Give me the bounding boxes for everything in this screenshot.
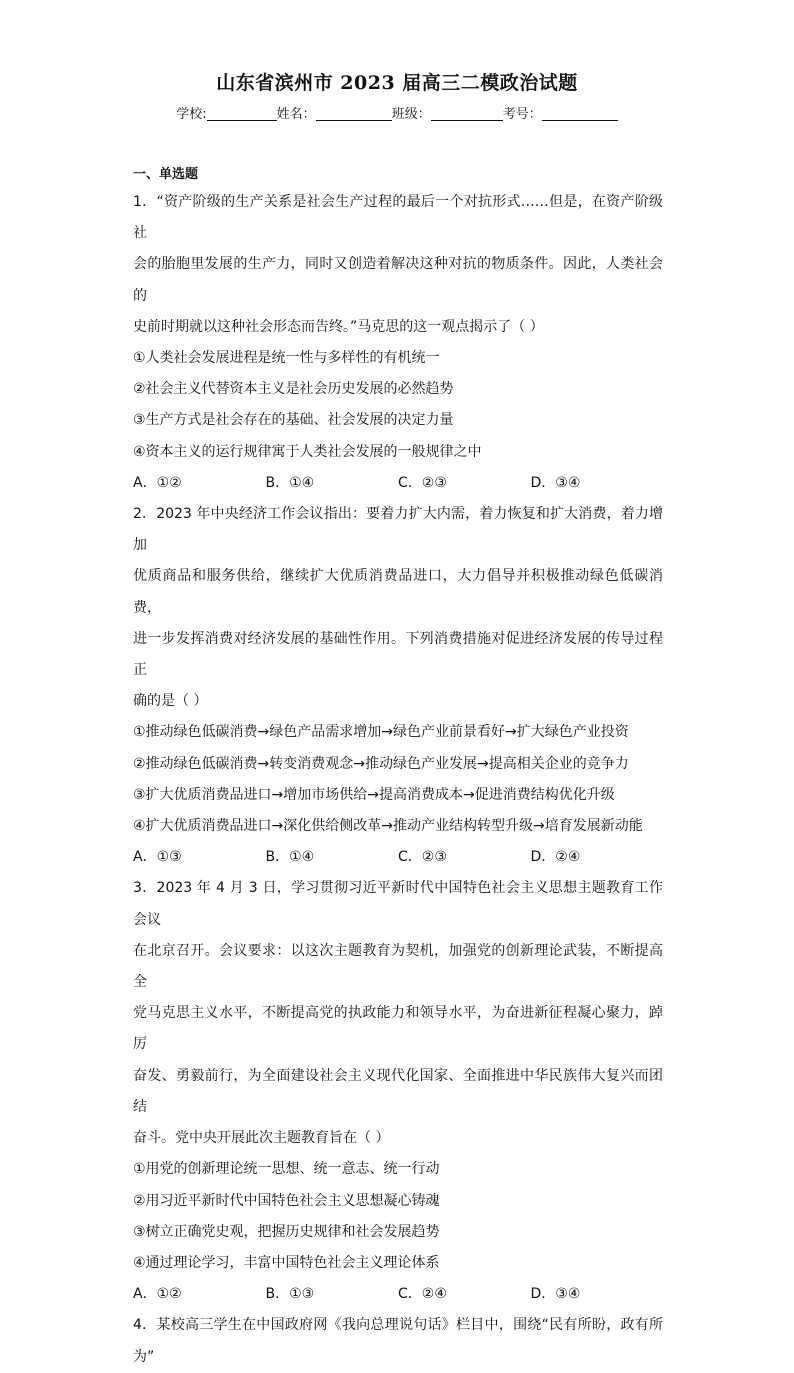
exam-number-blank[interactable] xyxy=(542,106,618,121)
exam-number-label: 考号： xyxy=(502,107,542,122)
question-1 xyxy=(133,187,663,499)
question-4 xyxy=(133,1310,663,1372)
statement-option: ①用党的创新理论统一思想、统一意志、统一行动 xyxy=(133,1161,440,1178)
statement-option: ③树立正确党史观，把握历史规律和社会发展趋势 xyxy=(133,1223,440,1240)
question-stem-line: 2．2023 年中央经济工作会议指出：要着力扩大内需，着力恢复和扩大消费，着力增加 xyxy=(133,506,663,554)
question-stem-line: 3．2023 年 4 月 3 日，学习贯彻习近平新时代中国特色社会主义思想主题教育工作会议 xyxy=(133,880,663,928)
answer-choice[interactable]: C．②④ xyxy=(398,1286,447,1303)
section-heading: 一、单选题 xyxy=(133,167,199,182)
answer-choice[interactable]: A．①② xyxy=(133,1286,182,1303)
answer-choice[interactable]: C．②③ xyxy=(398,849,447,866)
question-stem-line: 1．“资产阶级的生产关系是社会生产过程的最后一个对抗形式……但是，在资产阶级社 xyxy=(133,194,663,242)
question-stem-line: 会的胎胞里发展的生产力，同时又创造着解决这种对抗的物质条件。因此，人类社会的 xyxy=(133,256,663,304)
question-stem-line: 党马克思主义水平，不断提高党的执政能力和领导水平，为奋进新征程凝心聚力，踔厉 xyxy=(133,1005,663,1053)
question-3 xyxy=(133,873,663,1310)
question-stem-line: 进一步发挥消费对经济发展的基础性作用。下列消费措施对促进经济发展的传导过程正 xyxy=(133,630,663,679)
question-stem-line: 在北京召开。会议要求：以这次主题教育为契机，加强党的创新理论武装，不断提高全 xyxy=(133,942,663,991)
statement-option: ③生产方式是社会存在的基础、社会发展的决定力量 xyxy=(133,412,454,429)
questions-body xyxy=(133,187,663,1373)
question-stem-line: 优质商品和服务供给，继续扩大优质消费品进口，大力倡导并积极推动绿色低碳消费， xyxy=(133,568,663,616)
name-blank[interactable] xyxy=(316,106,392,121)
answer-choices xyxy=(133,1279,663,1310)
answer-choice[interactable]: D．③④ xyxy=(530,474,581,491)
question-stem-line: 史前时期就以这种社会形态而告终。”马克思的这一观点揭示了（ ） xyxy=(133,318,544,335)
statement-option: ④通过理论学习，丰富中国特色社会主义理论体系 xyxy=(133,1254,440,1271)
statement-option: ②推动绿色低碳消费→转变消费观念→推动绿色产业发展→提高相关企业的竞争力 xyxy=(133,755,629,772)
answer-choice[interactable]: D．③④ xyxy=(530,1286,581,1303)
statement-option: ②社会主义代替资本主义是社会历史发展的必然趋势 xyxy=(133,381,454,398)
question-stem-line: 奋发、勇毅前行，为全面建设社会主义现代化国家、全面推进中华民族伟大复兴而团结 xyxy=(133,1067,663,1115)
school-label: 学校: xyxy=(176,107,207,122)
statement-option: ①推动绿色低碳消费→绿色产品需求增加→绿色产业前景看好→扩大绿色产业投资 xyxy=(133,724,629,741)
class-label: 班级： xyxy=(391,107,431,122)
answer-choice[interactable]: B．①④ xyxy=(265,474,315,491)
answer-choice[interactable]: A．①② xyxy=(133,474,182,491)
statement-option: ④扩大优质消费品进口→深化供给侧改革→推动产业结构转型升级→培育发展新动能 xyxy=(133,818,643,835)
student-info-row xyxy=(0,103,794,122)
answer-choice[interactable]: A．①③ xyxy=(133,849,182,866)
answer-choice[interactable]: B．①③ xyxy=(265,1286,315,1303)
school-blank[interactable] xyxy=(207,106,277,121)
statement-option: ③扩大优质消费品进口→增加市场供给→提高消费成本→促进消费结构优化升级 xyxy=(133,786,615,803)
page-title: 山东省滨州市 2023 届高三二模政治试题 xyxy=(216,72,578,94)
answer-choices xyxy=(133,842,663,873)
question-2 xyxy=(133,499,663,873)
question-stem-line: 奋斗。党中央开展此次主题教育旨在（ ） xyxy=(133,1130,390,1147)
class-blank[interactable] xyxy=(431,106,503,121)
statement-option: ①人类社会发展进程是统一性与多样性的有机统一 xyxy=(133,350,440,367)
question-stem-line: 确的是（ ） xyxy=(133,693,208,710)
statement-option: ②用习近平新时代中国特色社会主义思想凝心铸魂 xyxy=(133,1192,440,1209)
answer-choices xyxy=(133,468,663,499)
name-label: 姓名： xyxy=(276,107,316,122)
question-stem-line: 4．某校高三学生在中国政府网《我向总理说句话》栏目中，围绕“民有所盼，政有所为” xyxy=(133,1317,663,1365)
answer-choice[interactable]: D．②④ xyxy=(530,849,581,866)
statement-option: ④资本主义的运行规律寓于人类社会发展的一般规律之中 xyxy=(133,443,482,460)
answer-choice[interactable]: B．①④ xyxy=(265,849,315,866)
answer-choice[interactable]: C．②③ xyxy=(398,474,447,491)
